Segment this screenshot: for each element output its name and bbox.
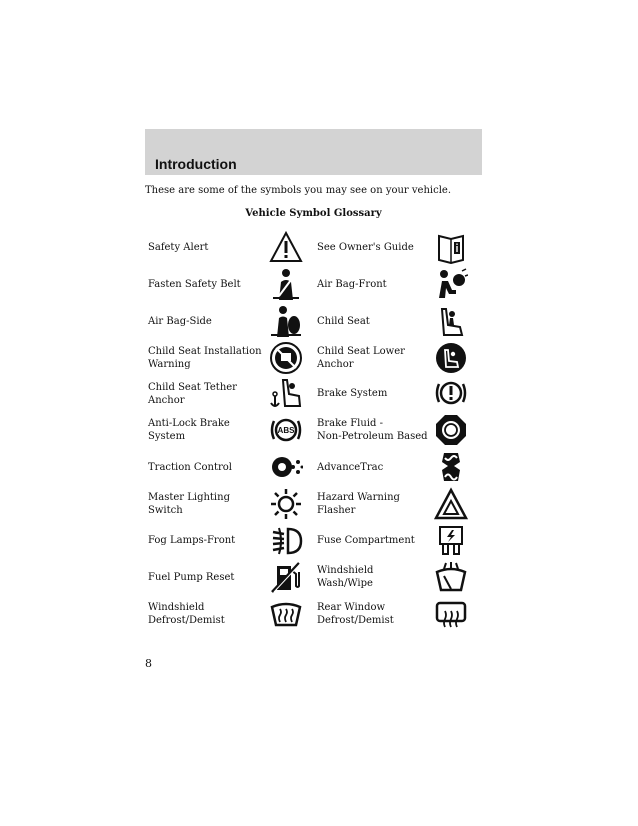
intro-text: These are some of the symbols you may see on your vehicle.	[145, 185, 451, 196]
symbol-label: Fuse Compartment	[317, 535, 415, 546]
symbol-label: Anti-Lock Brake System	[148, 418, 230, 442]
traction-control-icon	[269, 450, 303, 484]
wash-wipe-icon	[434, 560, 468, 594]
symbol-label: Fasten Safety Belt	[148, 279, 241, 290]
symbol-label: Child Seat Lower Anchor	[317, 346, 405, 370]
page-number: 8	[145, 657, 152, 670]
airbag-front-icon	[434, 268, 468, 302]
brake-system-icon	[434, 376, 468, 410]
lighting-switch-icon	[269, 487, 303, 521]
child-seat-warning-icon	[269, 341, 303, 375]
brake-fluid-icon	[434, 413, 468, 447]
symbol-label: Child Seat Tether Anchor	[148, 381, 237, 406]
symbol-label: Traction Control	[148, 461, 232, 473]
airbag-side-icon	[269, 305, 303, 339]
glossary-row	[145, 376, 485, 411]
abs-badge: ABS	[277, 426, 295, 435]
glossary-row	[145, 266, 485, 303]
symbol-glossary	[145, 228, 485, 633]
symbol-label: Fuel Pump Reset	[148, 571, 235, 583]
section-header	[145, 129, 482, 175]
symbol-label: Air Bag-Side	[148, 316, 212, 327]
fuse-icon	[434, 524, 468, 558]
glossary-row	[145, 595, 485, 633]
glossary-row	[145, 485, 485, 522]
glossary-row	[145, 303, 485, 340]
section-title: Introduction	[155, 156, 237, 172]
symbol-label: Rear Window Defrost/Demist	[317, 602, 394, 626]
windshield-defrost-icon	[269, 597, 303, 631]
tether-anchor-icon	[269, 376, 303, 410]
symbol-label: See Owner's Guide	[317, 241, 414, 253]
fuel-pump-icon	[269, 560, 303, 594]
symbol-label: Brake Fluid - Non-Petroleum Based	[317, 418, 428, 442]
symbol-label: Child Seat	[317, 316, 370, 327]
glossary-title: Vehicle Symbol Glossary	[245, 208, 382, 219]
symbol-label: Fog Lamps-Front	[148, 535, 236, 546]
symbol-label: AdvanceTrac	[317, 461, 384, 473]
symbol-label: Windshield Defrost/Demist	[148, 602, 225, 626]
symbol-label: Master Lighting Switch	[148, 491, 230, 516]
symbol-label: Windshield Wash/Wipe	[317, 565, 374, 589]
seat-belt-icon	[269, 268, 303, 302]
warning-triangle-icon	[269, 230, 303, 264]
abs-icon	[269, 413, 303, 447]
glossary-row	[145, 449, 485, 485]
symbol-label: Child Seat Installation Warning	[148, 346, 262, 370]
symbol-label: Air Bag-Front	[317, 279, 387, 290]
glossary-row	[145, 340, 485, 376]
symbol-label: Brake System	[317, 388, 388, 399]
lower-anchor-icon	[434, 341, 468, 375]
symbol-label: Hazard Warning Flasher	[317, 491, 400, 516]
glossary-row	[145, 522, 485, 559]
owners-guide-icon	[434, 230, 468, 264]
fog-lamp-icon	[269, 524, 303, 558]
advancetrac-icon	[434, 450, 468, 484]
child-seat-icon	[434, 305, 468, 339]
glossary-row	[145, 228, 485, 266]
glossary-row	[145, 559, 485, 595]
symbol-label: Safety Alert	[148, 241, 209, 253]
glossary-row	[145, 411, 485, 449]
rear-defrost-icon	[434, 597, 468, 631]
hazard-icon	[434, 487, 468, 521]
